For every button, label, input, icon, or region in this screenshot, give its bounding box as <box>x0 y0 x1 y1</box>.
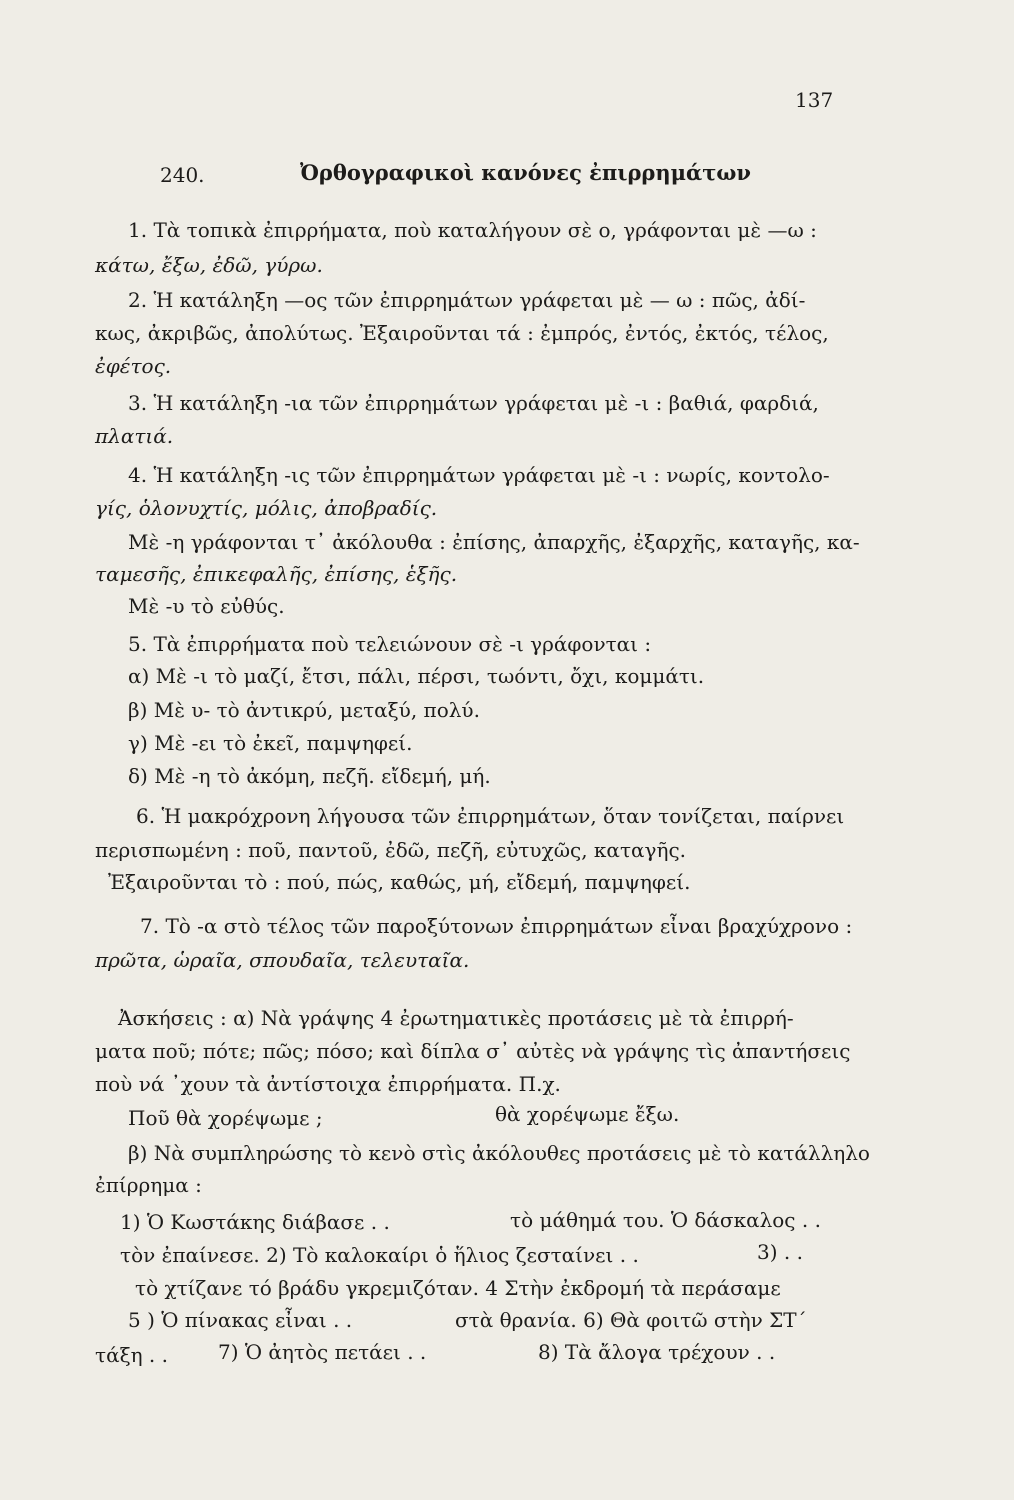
text-line: 3. Ἡ κατάληξη -ια τῶν ἐπιρρημάτων γράφεται μὲ -ι : βαθιά, φαρδιά, <box>128 391 819 415</box>
page-number: 137 <box>795 88 834 112</box>
text-line: γ) Μὲ -ει τὸ ἐκεῖ, παμψηφεί. <box>128 731 413 755</box>
text-line: ταμεσῆς, ἐπικεφαλῆς, ἐπίσης, ἑξῆς. <box>95 562 458 586</box>
text-line: δ) Μὲ -η τὸ ἀκόμη, πεζῆ. εἴδεμή, μή. <box>128 764 491 788</box>
text-line: τὸ χτίζανε τό βράδυ γκρεμιζόταν. 4 Στὴν ἐκδρομή τὰ περάσαμε <box>135 1276 781 1300</box>
text-line: ματα ποῦ; πότε; πῶς; πόσο; καὶ δίπλα σ᾽ αὐτὲς νὰ γράψης τὶς ἀπαντήσεις <box>95 1039 851 1063</box>
text-line: 1) Ὁ Κωστάκης διάβασε . . <box>120 1210 390 1234</box>
text-line: Ἐξαιροῦνται τὸ : πού, πώς, καθώς, μή, εἴδεμή, παμψηφεί. <box>108 870 691 894</box>
text-line: 3) . . <box>757 1240 803 1264</box>
text-line: α) Μὲ -ι τὸ μαζί, ἔτσι, πάλι, πέρσι, τωόντι, ὄχι, κομμάτι. <box>128 664 705 688</box>
text-line: 8) Τὰ ἄλογα τρέχουν . . <box>538 1340 776 1364</box>
text-line: ἐφέτος. <box>95 354 172 378</box>
text-line: θὰ χορέψωμε ἔξω. <box>495 1102 680 1126</box>
section-number: 240. <box>160 163 205 187</box>
text-line: 1. Τὰ τοπικὰ ἐπιρρήματα, ποὺ καταλήγουν σὲ ο, γράφονται μὲ —ω : <box>128 218 817 242</box>
text-line: Μὲ -η γράφονται τ᾽ ἀκόλουθα : ἐπίσης, ἀπαρχῆς, ἐξαρχῆς, καταγῆς, κα- <box>128 530 860 554</box>
text-line: Μὲ -υ τὸ εὐθύς. <box>128 594 285 618</box>
text-line: 5 ) Ὁ πίνακας εἶναι . . <box>128 1308 353 1332</box>
text-line: Ἀσκήσεις : α) Νὰ γράψης 4 ἐρωτηματικὲς προτάσεις μὲ τὰ ἐπιρρή- <box>118 1006 794 1030</box>
text-line: ποὺ νά ᾽χουν τὰ ἀντίστοιχα ἐπιρρήματα. Π.χ. <box>95 1072 561 1096</box>
text-line: Ποῦ θὰ χορέψωμε ; <box>128 1106 323 1130</box>
text-line: κως, ἀκριβῶς, ἀπολύτως. Ἐξαιροῦνται τά : ἐμπρός, ἐντός, ἐκτός, τέλος, <box>95 321 829 345</box>
text-line: κάτω, ἔξω, ἐδῶ, γύρω. <box>95 253 323 277</box>
text-line: ἐπίρρημα : <box>95 1173 202 1197</box>
text-line: 2. Ἡ κατάληξη —ος τῶν ἐπιρρημάτων γράφεται μὲ — ω : πῶς, ἀδί- <box>128 288 806 312</box>
text-line: 5. Τὰ ἐπιρρήματα ποὺ τελειώνουν σὲ -ι γράφονται : <box>128 632 652 656</box>
section-title: Ὀρθογραφικοὶ κανόνες ἐπιρρημάτων <box>300 160 751 185</box>
text-line: τὸν ἐπαίνεσε. 2) Τὸ καλοκαίρι ὁ ἥλιος ζεσταίνει . . <box>120 1243 639 1267</box>
text-line: β) Νὰ συμπληρώσης τὸ κενὸ στὶς ἀκόλουθες προτάσεις μὲ τὸ κατάλληλο <box>128 1141 870 1165</box>
text-line: πρῶτα, ὡραῖα, σπουδαῖα, τελευταῖα. <box>95 948 470 972</box>
text-line: 7. Τὸ -α στὸ τέλος τῶν παροξύτονων ἐπιρρημάτων εἶναι βραχύχρονο : <box>140 914 853 938</box>
text-line: 7) Ὁ ἀητὸς πετάει . . <box>218 1340 427 1364</box>
text-line: τὸ μάθημά του. Ὁ δάσκαλος . . <box>510 1208 821 1232</box>
text-line: 6. Ἡ μακρόχρονη λήγουσα τῶν ἐπιρρημάτων, ὅταν τονίζεται, παίρνει <box>136 804 845 828</box>
text-line: τάξη . . <box>95 1343 168 1367</box>
text-line: 4. Ἡ κατάληξη -ις τῶν ἐπιρρημάτων γράφεται μὲ -ι : νωρίς, κοντολο- <box>128 463 830 487</box>
text-line: στὰ θρανία. 6) Θὰ φοιτῶ στὴν ΣΤ΄ <box>455 1308 807 1332</box>
text-line: β) Μὲ υ- τὸ ἀντικρύ, μεταξύ, πολύ. <box>128 698 480 722</box>
text-line: περισπωμένη : ποῦ, παντοῦ, ἐδῶ, πεζῆ, εὐτυχῶς, καταγῆς. <box>95 838 687 862</box>
text-line: γίς, ὁλονυχτίς, μόλις, ἀποβραδίς. <box>95 496 438 520</box>
text-line: πλατιά. <box>95 424 174 448</box>
